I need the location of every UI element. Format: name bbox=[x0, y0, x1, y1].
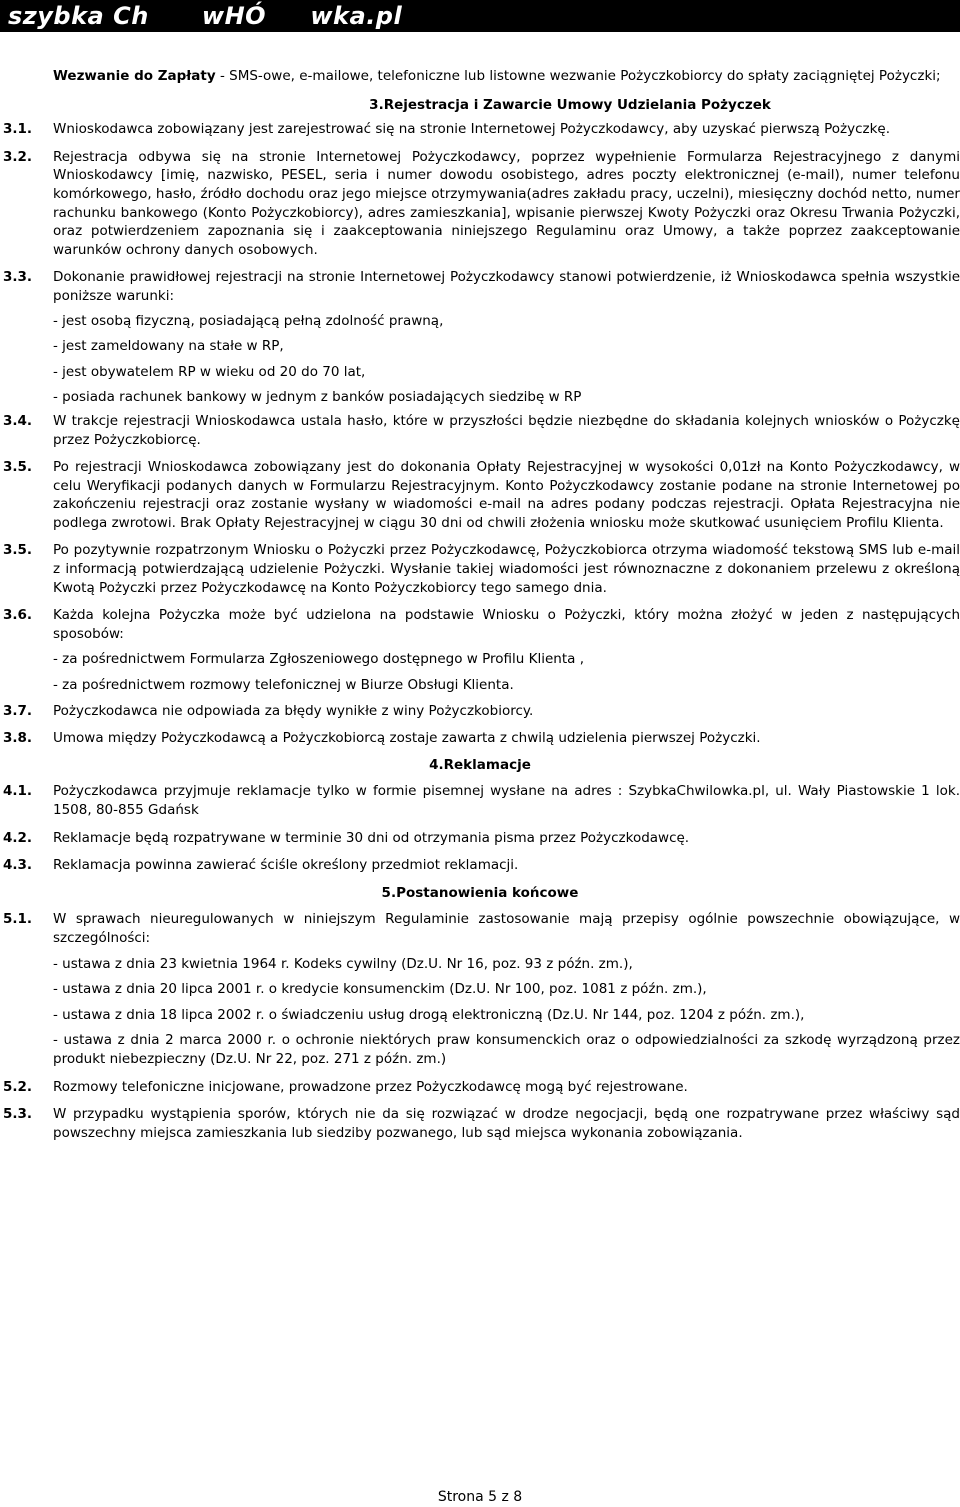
paragraph-number: 4.3. bbox=[3, 857, 33, 874]
paragraph-number: 5.2. bbox=[3, 1078, 33, 1095]
paragraph-4-3 bbox=[0, 856, 960, 875]
list-item: - ustawa z dnia 2 marca 2000 r. o ochronie niektórych praw konsumenckich oraz o odpowiedzialności za szkodę wyrządzoną przez produkt niebezpieczny (Dz.U. Nr 22, poz. 271 z późn. zm.) bbox=[53, 1032, 960, 1067]
intro-term: Wezwanie do Zapłaty bbox=[53, 68, 216, 84]
paragraph-number: 4.2. bbox=[3, 829, 33, 846]
paragraph-3-3 bbox=[0, 268, 960, 407]
paragraph-number: 4.1. bbox=[3, 783, 33, 800]
paragraph-text: Po rejestracji Wnioskodawca zobowiązany jest do dokonania Opłaty Rejestracyjnej w wysokości 0,01zł na Konto Pożyczkodawcy, w celu Weryfikacji podanych danych w Formularzu Rejestracyjnym. Konto Pożyczkodawcy zostanie podane na stronie Internetowej po zakończeniu rejestracji oraz zostanie wysłany w wiadomości e-mail na adres podany podczas rejestracji. Opłata Rejestracyjna nie podlega zwrotowi. Brak Opłaty Rejestracyjnej w ciągu 30 dni od chwili złożenia wniosku może skutkować usunięciem Profilu Klienta. bbox=[53, 459, 960, 531]
paragraph-3-1 bbox=[0, 120, 960, 139]
list-item: - jest zameldowany na stałe w RP, bbox=[53, 338, 284, 355]
paragraph-4-2 bbox=[0, 829, 960, 848]
list-item: - za pośrednictwem Formularza Zgłoszeniowego dostępnego w Profilu Klienta , bbox=[53, 651, 585, 668]
list-item: - za pośrednictwem rozmowy telefonicznej w Biurze Obsługi Klienta. bbox=[53, 677, 514, 694]
paragraph-text: Dokonanie prawidłowej rejestracji na stronie Internetowej Pożyczkodawcy stanowi potwierdzenie, iż Wnioskodawca spełnia wszystkie poniższe warunki: bbox=[53, 269, 960, 304]
paragraph-5-3 bbox=[0, 1105, 960, 1142]
paragraph-number: 5.1. bbox=[3, 911, 33, 928]
page-number: Strona 5 z 8 bbox=[437, 1489, 523, 1505]
paragraph-number: 3.8. bbox=[3, 730, 33, 747]
paragraph-5-2 bbox=[0, 1078, 960, 1097]
list-item: - ustawa z dnia 18 lipca 2002 r. o świadczeniu usług drogą elektroniczną (Dz.U. Nr 144, poz. 1204 z późn. zm.), bbox=[53, 1006, 805, 1023]
paragraph-number: 3.5. bbox=[3, 542, 33, 559]
paragraph-number: 3.1. bbox=[3, 121, 33, 138]
paragraph-text: W trakcje rejestracji Wnioskodawca ustala hasło, które w przyszłości będzie niezbędne do składania kolejnych wniosków o Pożyczkę przez Pożyczkobiorcę. bbox=[53, 412, 960, 448]
paragraph-text: Rozmowy telefoniczne inicjowane, prowadzone przez Pożyczkodawcę mogą być rejestrowane. bbox=[53, 1078, 688, 1095]
paragraph-3-2 bbox=[0, 148, 960, 260]
paragraph-number: 3.6. bbox=[3, 607, 33, 624]
paragraph-text: Pożyczkodawca nie odpowiada za błędy wynikłe z winy Pożyczkobiorcy. bbox=[53, 702, 534, 719]
section-3-heading: 3.Rejestracja i Zawarcie Umowy Udzielania Pożyczek bbox=[369, 96, 771, 113]
section-4-heading: 4.Reklamacje bbox=[429, 756, 531, 773]
paragraph-number: 3.2. bbox=[3, 148, 33, 165]
site-banner: szybka Ch wHÓ wka.pl bbox=[0, 0, 960, 32]
section-5-heading: 5.Postanowienia końcowe bbox=[381, 884, 579, 901]
paragraph-3-5 bbox=[0, 458, 960, 532]
paragraph-text: Po pozytywnie rozpatrzonym Wniosku o Pożyczki przez Pożyczkodawcę, Pożyczkobiorca otrzyma wiadomość tekstową SMS lub e-mail z informacją potwierdzającą udzielenie Pożyczki. Wysłanie takiej wiadomości jest równoznaczne z dokonaniem przelewu z określoną Kwotą Pożyczki przez Pożyczkodawcę na Konto Pożyczkobiorcy tego samego dnia. bbox=[53, 542, 960, 596]
paragraph-text: W przypadku wystąpienia sporów, których nie da się rozwiązać w drodze negocjacji, będą one rozpatrywane przez właściwy sąd powszechny miejsca zamieszkania lub siedziby pozwanego, lub sąd miejsca wykonania zobowiązania. bbox=[53, 1106, 960, 1141]
paragraph-text: Pożyczkodawca przyjmuje reklamacje tylko w formie pisemnej wysłane na adres : SzybkaChwilowka.pl, ul. Wały Piastowskie 1 lok. 1508, 80-855 Gdańsk bbox=[53, 783, 960, 818]
paragraph-text: Reklamacje będą rozpatrywane w terminie 30 dni od otrzymania pisma przez Pożyczkodawcę. bbox=[53, 829, 690, 846]
intro-text: - SMS-owe, e-mailowe, telefoniczne lub listowne wezwanie Pożyczkobiorcy do spłaty zaciągniętej Pożyczki; bbox=[215, 68, 941, 84]
paragraph-3-6 bbox=[0, 606, 960, 694]
list-item: - jest obywatelem RP w wieku od 20 do 70 lat, bbox=[53, 363, 366, 380]
list-item: - jest osobą fizyczną, posiadającą pełną zdolność prawną, bbox=[53, 312, 444, 329]
document-body bbox=[0, 67, 960, 1142]
list-item: - ustawa z dnia 23 kwietnia 1964 r. Kodeks cywilny (Dz.U. Nr 16, poz. 93 z późn. zm.), bbox=[53, 955, 633, 972]
intro-definition bbox=[0, 67, 960, 86]
list-item: - ustawa z dnia 20 lipca 2001 r. o kredycie konsumenckim (Dz.U. Nr 100, poz. 1081 z późn. zm.), bbox=[53, 981, 707, 998]
paragraph-text: Reklamacja powinna zawierać ściśle określony przedmiot reklamacji. bbox=[53, 857, 519, 874]
paragraph-3-8 bbox=[0, 729, 960, 748]
list-item: - posiada rachunek bankowy w jednym z banków posiadających siedzibę w RP bbox=[53, 389, 582, 406]
paragraph-number: 3.7. bbox=[3, 702, 33, 719]
paragraph-number: 3.3. bbox=[3, 269, 33, 286]
paragraph-text: W sprawach nieuregulowanych w niniejszym Regulaminie zastosowanie mają przepisy ogólnie powszechnie obowiązujące, w szczególności: bbox=[53, 911, 960, 946]
paragraph-3-5b bbox=[0, 541, 960, 597]
paragraph-5-1 bbox=[0, 910, 960, 1068]
paragraph-number: 3.5. bbox=[3, 459, 33, 476]
paragraph-text: Umowa między Pożyczkodawcą a Pożyczkobiorcą zostaje zawarta z chwilą udzielenia pierwszej Pożyczki. bbox=[53, 730, 761, 747]
paragraph-3-7 bbox=[0, 702, 960, 721]
paragraph-text: Każda kolejna Pożyczka może być udzielona na podstawie Wniosku o Pożyczki, który można złożyć w jeden z następujących sposobów: bbox=[53, 607, 960, 642]
paragraph-number: 3.4. bbox=[3, 412, 33, 429]
paragraph-4-1 bbox=[0, 782, 960, 819]
paragraph-text: Wnioskodawca zobowiązany jest zarejestrować się na stronie Internetowej Pożyczkodawcy, aby uzyskać pierwszą Pożyczkę. bbox=[53, 121, 891, 138]
paragraph-3-4 bbox=[0, 412, 960, 449]
paragraph-number: 5.3. bbox=[3, 1106, 33, 1123]
paragraph-text: Rejestracja odbywa się na stronie Internetowej Pożyczkodawcy, poprzez wypełnienie Formularza Rejestracyjnego z danymi Wnioskodawcy [imię, nazwisko, PESEL, seria i numer dowodu osobistego, adres poczty elektronicznej (e-mail), numer telefonu komórkowego, hasło, źródło dochodu oraz jego miejsce otrzymywania(adres zakładu pracy, uczelni), miesięczny dochód netto, numer rachunku bankowego (Konto Pożyczkobiorcy), adres zamieszkania], wpisanie pierwszej Kwoty Pożyczki oraz Okresu Trwania Pożyczki, oraz potwierdzeniem zapoznania się i zaakceptowania niniejszego Regulaminu oraz Umowy, a także poprzez zaakceptowanie warunków ochrony danych osobowych. bbox=[53, 148, 960, 258]
